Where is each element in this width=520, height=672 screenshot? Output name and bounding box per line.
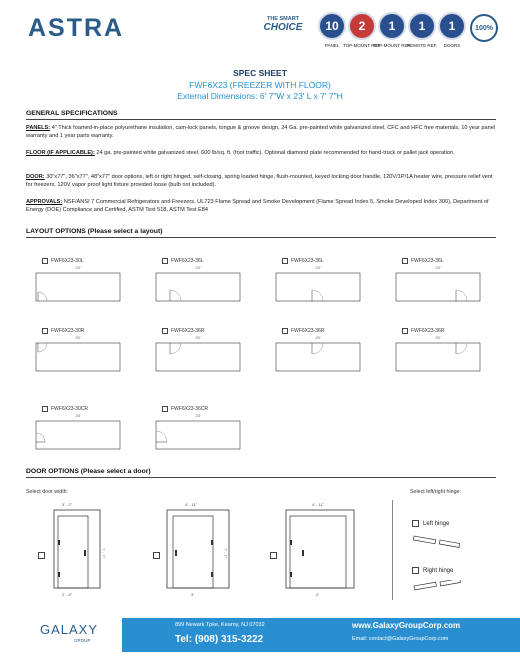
layout-option[interactable] xyxy=(30,406,126,454)
door-top-dim: 4' - 11" xyxy=(185,502,198,507)
door-label: DOOR: xyxy=(26,174,45,180)
warranty-badge-topmount xyxy=(348,12,376,40)
right-hinge-checkbox[interactable] xyxy=(412,567,419,574)
badge-label: TOP-MOUNT REF. xyxy=(342,43,382,48)
door-bottom-dim: 3' xyxy=(191,592,194,597)
select-hinge-label: Select left/right hinge: xyxy=(410,489,461,495)
layout-option[interactable] xyxy=(30,258,126,306)
badge-label: TOP-MOUNT REF. xyxy=(372,43,412,48)
layout-diagram-36r-2 xyxy=(270,340,366,376)
badge-number: 1 xyxy=(418,19,426,33)
floor-text: 24 ga. pre-painted white galvanized steel, 600 lb/sq. ft. (foot traffic). Optional diamond plate recommended for hand-truck or pallet jack operation. xyxy=(94,150,455,156)
door-diagram-48 xyxy=(282,502,362,599)
layout-option[interactable] xyxy=(390,328,486,376)
approvals-text: NSF/ANSI 7 Commercial Refrigerators and Freezers, UL723 Flame Spread and Smoke Development (Flame Spread Index 5, Smoke Developed Index 300), Department of Energy (DOE) Compliance and Certified, ASTM Test 518, ASTM Test E84 xyxy=(26,199,489,213)
length-dim: 23' xyxy=(195,266,201,270)
layout-checkbox[interactable] xyxy=(162,406,168,412)
length-dim: 23' xyxy=(315,266,321,270)
spec-sheet-title: SPEC SHEET xyxy=(233,68,287,78)
door-side-dim: 7' - 7" xyxy=(223,548,228,559)
badge-label: PANEL xyxy=(324,43,340,48)
badge-number: 10 xyxy=(325,19,339,33)
layout-checkbox[interactable] xyxy=(402,328,408,334)
door-diagram-36 xyxy=(163,502,235,599)
length-dim: 23' xyxy=(195,414,201,418)
length-dim: 23' xyxy=(435,266,441,270)
door-bottom-dim: 2' - 6" xyxy=(62,592,73,597)
galaxy-logo-sub: GROUP xyxy=(74,638,91,643)
layout-diagram-36r-3 xyxy=(390,340,486,376)
badge-number: 2 xyxy=(358,19,366,33)
layout-option[interactable] xyxy=(30,328,126,376)
layout-checkbox[interactable] xyxy=(282,258,288,264)
length-dim: 23' xyxy=(195,336,201,340)
model-title: FWF6X23 (FREEZER WITH FLOOR) xyxy=(189,80,331,90)
right-hinge-label: Right hinge xyxy=(423,567,454,574)
warranty-badge-topmount-2 xyxy=(378,12,406,40)
header xyxy=(0,0,520,58)
layout-diagram-30r xyxy=(30,340,126,376)
door-top-dim: 4' - 11" xyxy=(312,502,325,507)
layout-option[interactable] xyxy=(270,258,366,306)
footer-phone[interactable]: Tel: (908) 315-3222 xyxy=(175,634,264,645)
right-hinge-icon xyxy=(412,580,464,594)
layout-checkbox[interactable] xyxy=(162,328,168,334)
left-hinge-option[interactable] xyxy=(412,520,449,527)
layout-label: FWF6X23-30CR xyxy=(51,406,88,412)
warranty-badge-doors xyxy=(438,12,466,40)
floor-spec xyxy=(26,150,496,158)
right-hinge-option[interactable] xyxy=(412,567,453,574)
panels-spec xyxy=(26,125,496,140)
footer-website-link[interactable]: www.GalaxyGroupCorp.com xyxy=(352,621,461,630)
percent-badge: 100% xyxy=(470,14,498,42)
divider-vertical xyxy=(392,500,393,600)
layout-checkbox[interactable] xyxy=(42,258,48,264)
panels-text: 4" Thick foamed-in-place polyurethane insulation, cam-lock panels, tongue & groove design, 24 Ga. pre-painted white galvanized steel, CFC and HFC free materials, 10 year panel warranty and 1 year parts warranty. xyxy=(26,125,496,139)
layout-label: FWF6X23-36L xyxy=(411,258,444,264)
layout-diagram-36l-2 xyxy=(270,270,366,306)
external-dimensions: External Dimensions: 6' 7"W x 23' L x 7' 7"H xyxy=(177,91,343,101)
door-text: 30"x77", 36"x77", 48"x77" door options, left or right hinged, self-closing, spring loaded hinge, flush-mounted, keyed locking door handle, 120V/1P/1A heater wire, pressure relief vent for freezers, 120V vapor proof light fixture provided loose (bulb not included). xyxy=(26,174,493,188)
door-side-dim: 7' - 7" xyxy=(101,548,106,559)
astra-logo: ASTRA xyxy=(28,14,125,42)
badge-label: DOORS xyxy=(443,43,461,48)
galaxy-logo: GALAXY xyxy=(40,622,99,637)
door-diagram-30 xyxy=(50,502,110,599)
layout-diagram-36l xyxy=(150,270,246,306)
length-dim: 23' xyxy=(435,336,441,340)
door-spec xyxy=(26,174,496,189)
warranty-badge-remote xyxy=(408,12,436,40)
door-frame-48 xyxy=(282,502,362,594)
layout-checkbox[interactable] xyxy=(42,406,48,412)
smart-line2: CHOICE xyxy=(263,22,303,33)
left-hinge-icon xyxy=(412,534,464,548)
approvals-spec xyxy=(26,199,496,214)
divider xyxy=(26,477,496,478)
layout-label: FWF6X23-36L xyxy=(171,258,204,264)
layout-diagram-36cr xyxy=(150,418,246,454)
door-width-checkbox-2[interactable] xyxy=(153,552,160,559)
left-hinge-checkbox[interactable] xyxy=(412,520,419,527)
door-bottom-dim: 4' xyxy=(316,592,319,597)
divider xyxy=(26,119,496,120)
layout-label: FWF6X23-30R xyxy=(51,328,85,334)
layout-diagram-30l xyxy=(30,270,126,306)
length-dim: 23' xyxy=(315,336,321,340)
layout-option[interactable] xyxy=(390,258,486,306)
layout-label: FWF6X23-36R xyxy=(291,328,325,334)
footer-address: 899 Newark Tpke, Kearny, NJ 07032 xyxy=(175,622,265,628)
layout-diagram-36r xyxy=(150,340,246,376)
door-width-checkbox-1[interactable] xyxy=(38,552,45,559)
floor-label: FLOOR (IF APPLICABLE): xyxy=(26,150,95,156)
layout-option[interactable] xyxy=(150,406,246,454)
length-dim: 23' xyxy=(75,266,81,270)
layout-diagram-30cr xyxy=(30,418,126,454)
layout-checkbox[interactable] xyxy=(402,258,408,264)
layout-heading: LAYOUT OPTIONS (Please select a layout) xyxy=(26,228,163,235)
panels-label: PANELS: xyxy=(26,125,51,131)
warranty-badge-panel xyxy=(318,12,346,40)
badge-number: 1 xyxy=(388,19,396,33)
length-dim: 23' xyxy=(75,414,81,418)
layout-option[interactable] xyxy=(270,328,366,376)
door-top-dim: 3' - 2" xyxy=(62,502,73,507)
smart-choice-badge xyxy=(258,16,308,33)
badge-label: REMOTE REF. xyxy=(406,43,438,48)
door-width-checkbox-3[interactable] xyxy=(270,552,277,559)
layout-checkbox[interactable] xyxy=(42,328,48,334)
door-options-heading: DOOR OPTIONS (Please select a door) xyxy=(26,468,151,475)
layout-label: FWF6X23-36CR xyxy=(171,406,208,412)
smart-line1: THE SMART xyxy=(266,16,300,22)
badge-number: 1 xyxy=(448,19,456,33)
layout-option[interactable] xyxy=(150,328,246,376)
general-spec-heading: GENERAL SPECIFICATIONS xyxy=(26,110,118,117)
layout-label: FWF6X23-36R xyxy=(411,328,445,334)
layout-option[interactable] xyxy=(150,258,246,306)
layout-label: FWF6X23-36R xyxy=(171,328,205,334)
layout-label: FWF6X23-30L xyxy=(51,258,84,264)
layout-checkbox[interactable] xyxy=(282,328,288,334)
divider xyxy=(26,237,496,238)
layout-diagram-36l-3 xyxy=(390,270,486,306)
approvals-label: APPROVALS: xyxy=(26,199,63,205)
layout-checkbox[interactable] xyxy=(162,258,168,264)
length-dim: 23' xyxy=(75,336,81,340)
footer-email-link[interactable]: Email: contact@GalaxyGroupCorp.com xyxy=(352,636,449,642)
select-width-label: Select door width: xyxy=(26,489,69,495)
layout-label: FWF6X23-36L xyxy=(291,258,324,264)
left-hinge-label: Left hinge xyxy=(423,520,450,527)
